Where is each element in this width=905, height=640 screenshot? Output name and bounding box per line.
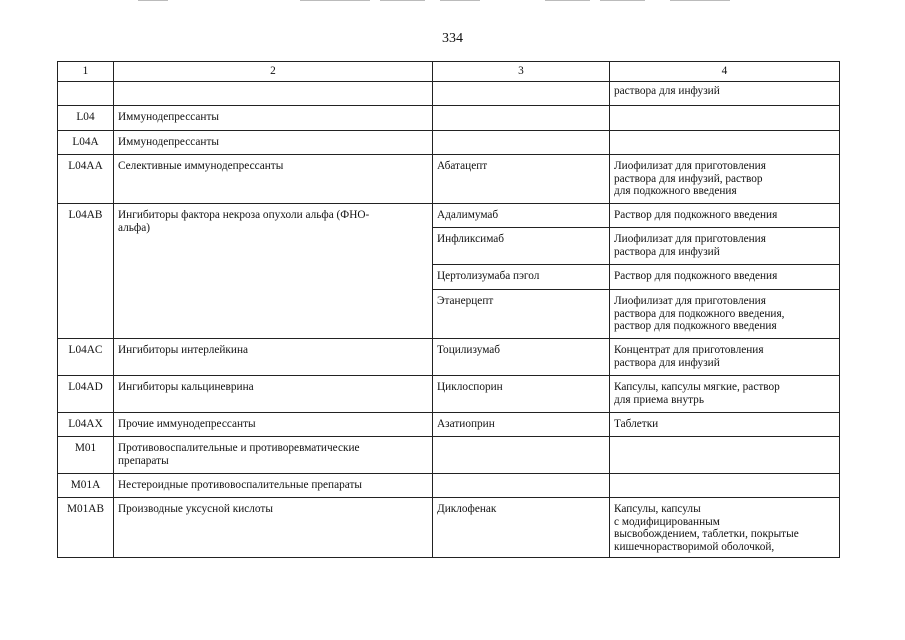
column-header: 2 [114,62,433,82]
drug-cell: Азатиоприн [433,413,610,437]
dosage-form-cell: Таблетки [610,413,840,437]
dosage-form-cell [610,106,840,131]
scan-edge-line [138,0,168,1]
atc-code-cell: M01A [58,474,114,498]
atc-code-cell: L04AX [58,413,114,437]
table-row [58,437,840,474]
atc-code-cell: M01AB [58,498,114,558]
atc-code-cell: L04AA [58,155,114,204]
dosage-form-cell: Лиофилизат для приготовления раствора для инфузий, раствор для подкожного введения [610,155,840,204]
group-cell: Производные уксусной кислоты [114,498,433,558]
table-header-row [58,62,840,82]
table-row [58,339,840,376]
atc-code-cell: L04AD [58,376,114,413]
dosage-form-cell: раствора для инфузий [610,82,840,106]
group-cell: Иммунодепрессанты [114,131,433,155]
table-row [58,204,840,228]
table-row [58,106,840,131]
drug-table [57,61,840,558]
group-cell: Иммунодепрессанты [114,106,433,131]
table-row [58,474,840,498]
dosage-form-cell: Капсулы, капсулы мягкие, раствор для приема внутрь [610,376,840,413]
dosage-form-cell: Капсулы, капсулы с модифицированным высвобождением, таблетки, покрытые кишечнорастворимой оболочкой, [610,498,840,558]
column-header: 1 [58,62,114,82]
atc-code-cell: L04AC [58,339,114,376]
group-cell: Прочие иммунодепрессанты [114,413,433,437]
group-cell: Ингибиторы интерлейкина [114,339,433,376]
atc-code-cell: L04A [58,131,114,155]
drug-cell: Инфликсимаб [433,228,610,265]
drug-cell: Абатацепт [433,155,610,204]
atc-code-cell: L04 [58,106,114,131]
drug-cell: Адалимумаб [433,204,610,228]
scan-edge-line [600,0,645,1]
atc-code-cell: M01 [58,437,114,474]
atc-code-cell [58,82,114,106]
drug-cell [433,437,610,474]
drug-cell: Этанерцепт [433,290,610,339]
scan-edge-line [670,0,730,1]
group-cell: Ингибиторы фактора некроза опухоли альфа (ФНО- альфа) [114,204,433,339]
drug-cell [433,82,610,106]
dosage-form-cell: Раствор для подкожного введения [610,265,840,290]
drug-cell: Циклоспорин [433,376,610,413]
column-header: 4 [610,62,840,82]
dosage-form-cell [610,474,840,498]
drug-cell: Цертолизумаба пэгол [433,265,610,290]
table-row [58,498,840,558]
dosage-form-cell [610,437,840,474]
atc-code-cell: L04AB [58,204,114,339]
dosage-form-cell: Концентрат для приготовления раствора для инфузий [610,339,840,376]
table-row [58,131,840,155]
scan-edge-line [545,0,590,1]
group-cell: Противовоспалительные и противоревматические препараты [114,437,433,474]
table-row [58,82,840,106]
drug-cell [433,131,610,155]
scan-edge-line [380,0,425,1]
drug-cell [433,474,610,498]
dosage-form-cell: Раствор для подкожного введения [610,204,840,228]
page-number: 334 [442,31,463,46]
table-row [58,155,840,204]
table-row [58,376,840,413]
group-cell: Нестероидные противовоспалительные препараты [114,474,433,498]
group-cell: Селективные иммунодепрессанты [114,155,433,204]
scan-edge-line [300,0,370,1]
column-header: 3 [433,62,610,82]
group-cell [114,82,433,106]
drug-cell: Тоцилизумаб [433,339,610,376]
group-cell: Ингибиторы кальциневрина [114,376,433,413]
scan-edge-line [440,0,480,1]
drug-cell: Диклофенак [433,498,610,558]
table-row [58,413,840,437]
dosage-form-cell [610,131,840,155]
drug-cell [433,106,610,131]
dosage-form-cell: Лиофилизат для приготовления раствора для инфузий [610,228,840,265]
dosage-form-cell: Лиофилизат для приготовления раствора для подкожного введения, раствор для подкожного введения [610,290,840,339]
